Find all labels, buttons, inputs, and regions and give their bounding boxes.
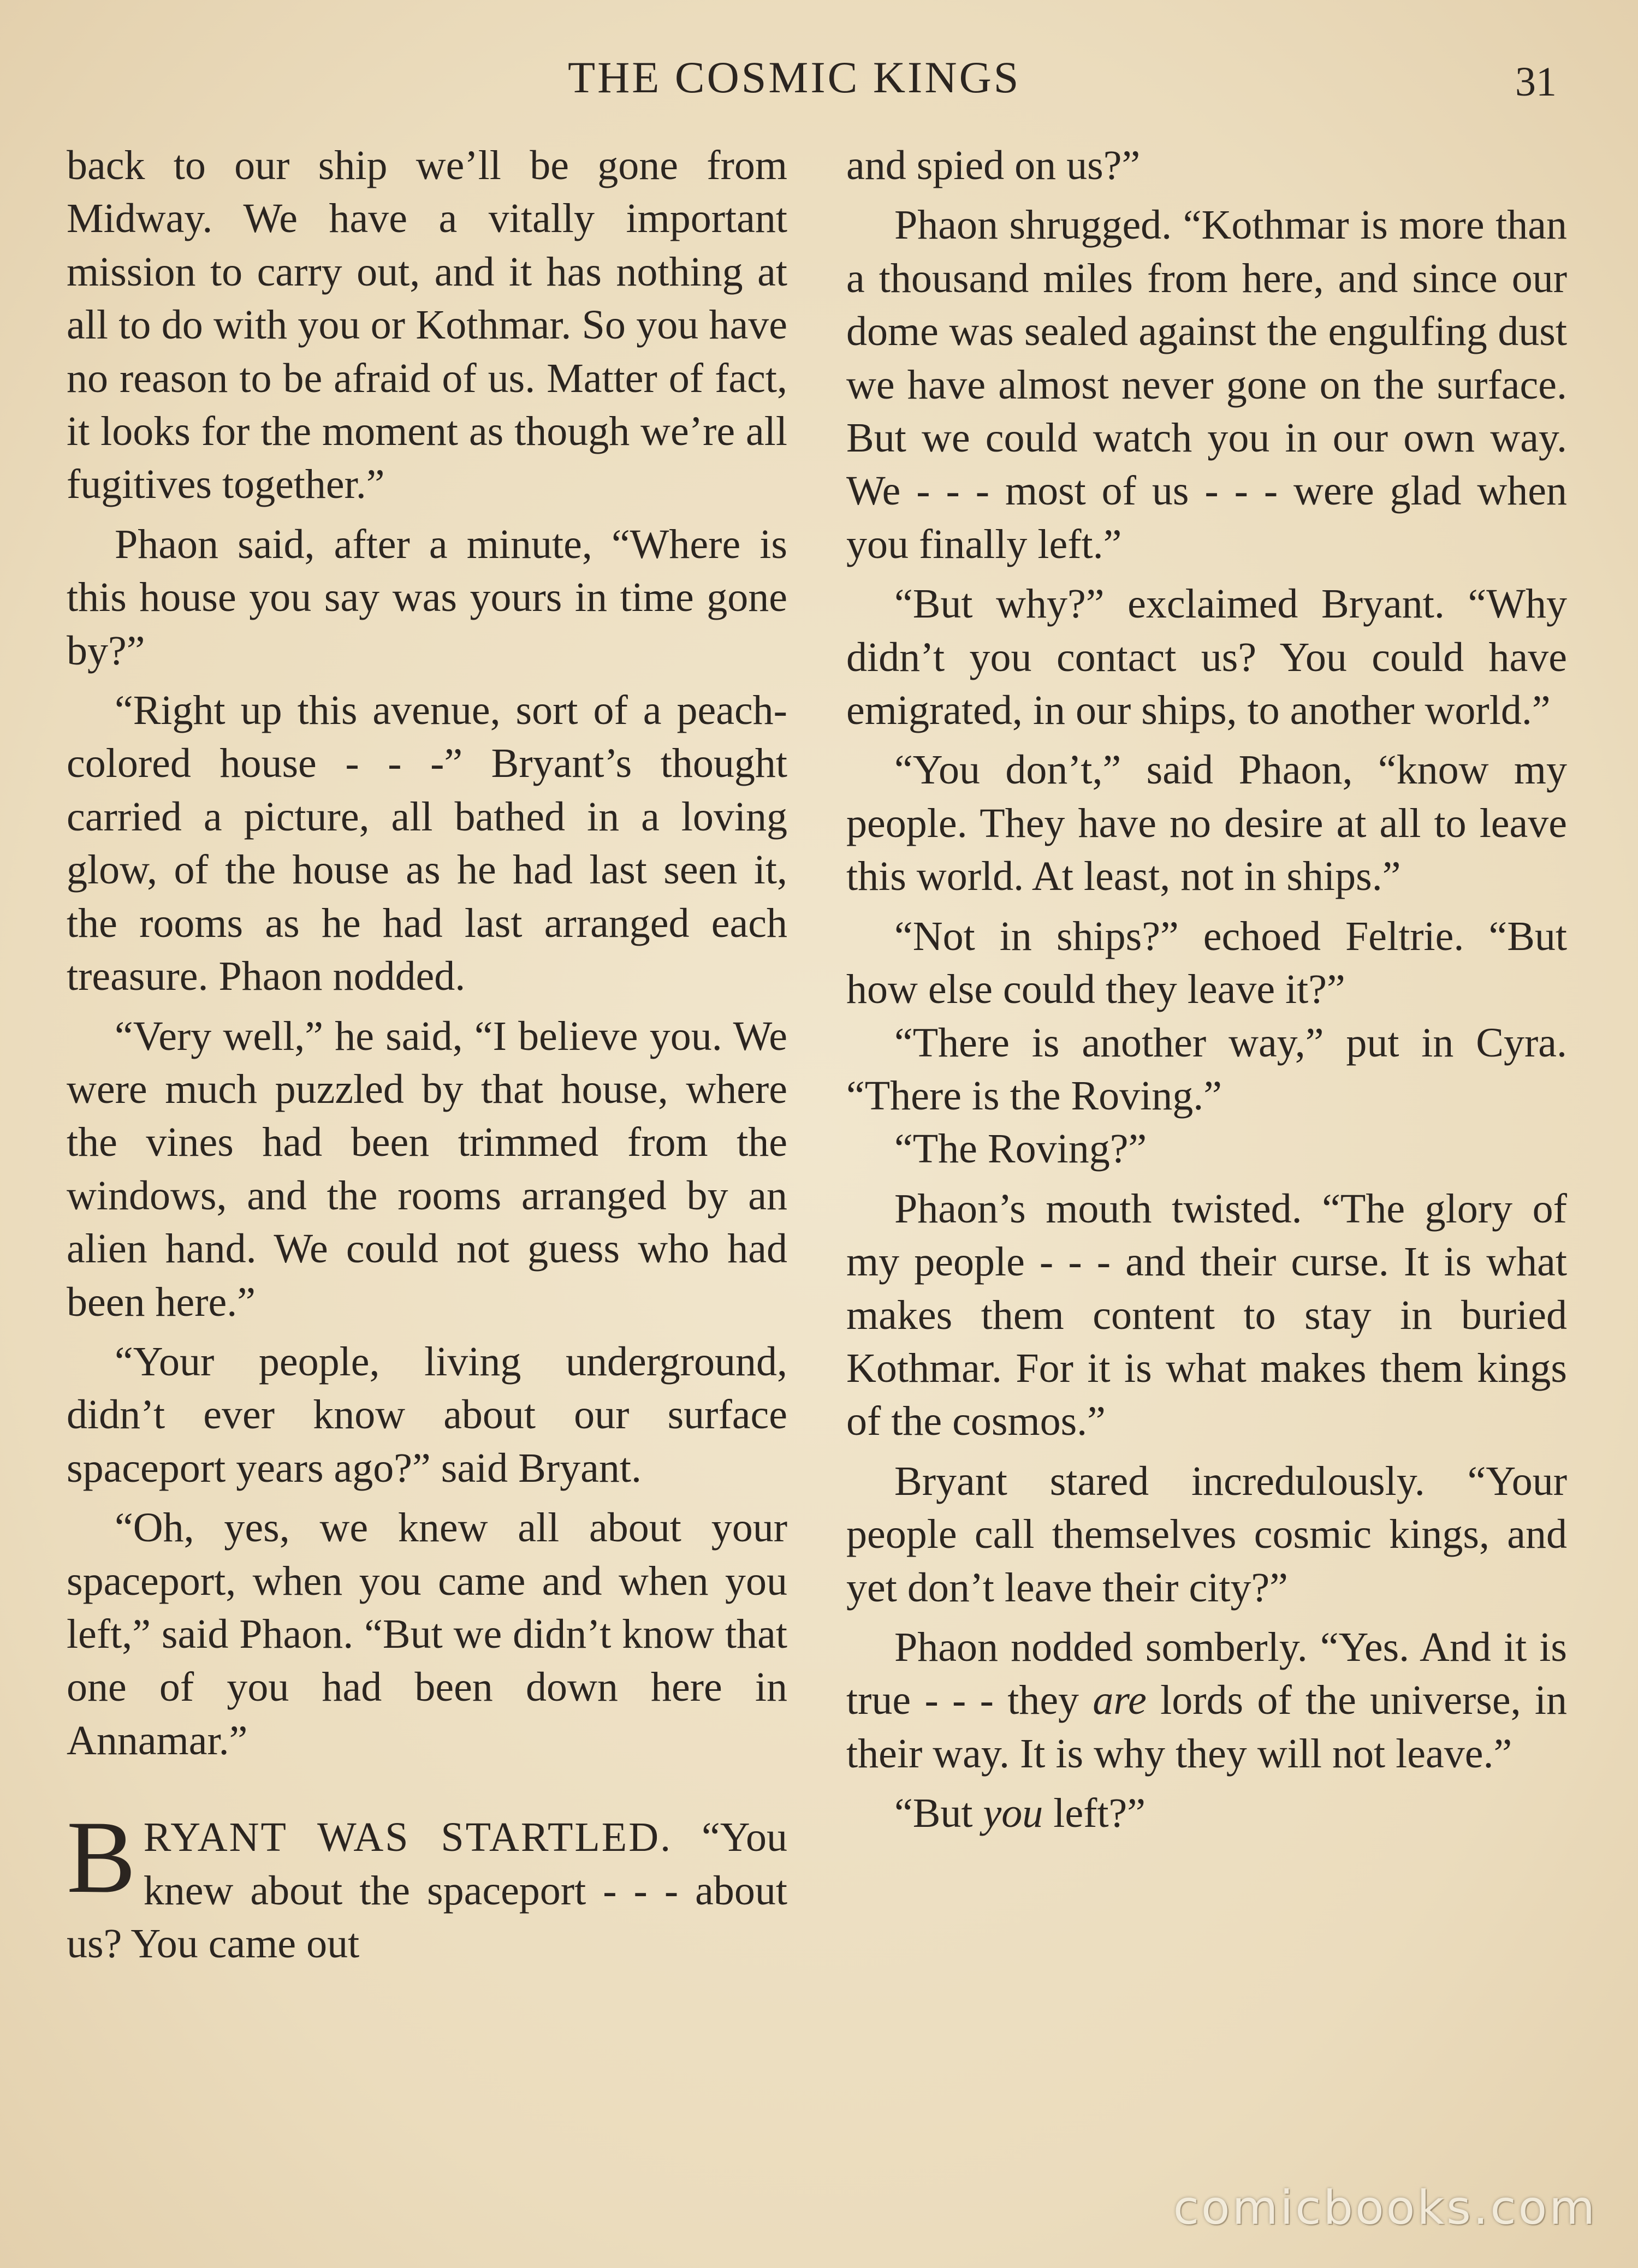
paragraph: Phaon said, after a minute, “Where is this house you say was yours in time gone by?” [67,521,787,674]
paragraph: “Very well,” he said, “I believe you. We were much puzzled by that house, where the vines had been trimmed from the windows, and the rooms arranged by an alien hand. We could not guess who had been here.” [67,1013,787,1325]
paragraph-text: left?” [1043,1790,1146,1837]
source-watermark: comicbooks.com [1173,2181,1597,2235]
drop-cap: B [67,1800,136,1915]
emphasis: you [983,1790,1043,1837]
left-column [67,139,787,1977]
paragraph: Phaon shrugged. “Kothmar is more than a thousand miles from here, and since our dome was sealed against the engulfing dust we have almost never gone on the surface. But we could watch you in our own way. We - - - most of us - - - were glad when you finally left.” [846,202,1567,567]
paragraph [846,1621,1567,1780]
page-header [0,52,1638,112]
paragraph-text: Phaon nodded somberly. “Yes. And it is true - - - they [846,1624,1567,1724]
paragraph: Bryant stared incredulously. “Your people call themselves cosmic kings, and yet don’t leave their city?” [846,1458,1567,1611]
paragraph: “Not in ships?” echoed Feltrie. “But how else could they leave it?” [846,913,1567,1013]
paragraph [846,1787,1567,1840]
paragraph: “Oh, yes, we knew all about your spaceport, when you came and when you left,” said Phaon. “But we didn’t know that one of you had been down here in Annamar.” [67,1505,787,1764]
paragraph: Phaon’s mouth twisted. “The glory of my people - - - and their curse. It is what makes them content to stay in buried Kothmar. For it is what makes them kings of the cosmos.” [846,1185,1567,1445]
paragraph: “There is another way,” put in Cyra. “There is the Roving.” [846,1019,1567,1119]
paragraph: “Right up this avenue, sort of a peach-colored house - - -” Bryant’s thought carried a picture, all bathed in a loving glow, of the house as he had last seen it, the rooms as he had last arranged each treasure. Phaon nodded. [67,687,787,1000]
section-lead-in: RYANT WAS STARTLED. [143,1814,673,1861]
paragraph: “The Roving?” [894,1126,1147,1172]
paragraph: “Your people, living underground, didn’t ever know about our surface spaceport years ago?” said Bryant. [67,1338,787,1491]
paragraph: back to our ship we’ll be gone from Midway. We have a vitally important mission to carry out, and it has nothing at all to do with you or Kothmar. So you have no reason to be afraid of us. Matter of fact, it looks for the moment as though we’re all fugitives together.” [67,143,787,508]
paragraph: “But why?” exclaimed Bryant. “Why didn’t you contact us? You could have emigrated, in our ships, to another world.” [846,581,1567,734]
section-opening-paragraph [67,1800,788,1970]
running-title: THE COSMIC KINGS [568,52,1021,102]
paragraph-text: “But [894,1790,983,1837]
page-number: 31 [1515,59,1557,105]
paragraph: and spied on us?” [846,143,1141,188]
paragraph-text: “You knew about the spaceport - - - about us? You came out [67,1814,788,1967]
paragraph: “You don’t,” said Phaon, “know my people. They have no desire at all to leave this world. At least, not in ships.” [846,747,1567,900]
emphasis: are [1093,1677,1147,1724]
paragraph-text: lords of the universe, in their way. It is why they will not leave.” [846,1677,1567,1777]
right-column [846,139,1567,1847]
